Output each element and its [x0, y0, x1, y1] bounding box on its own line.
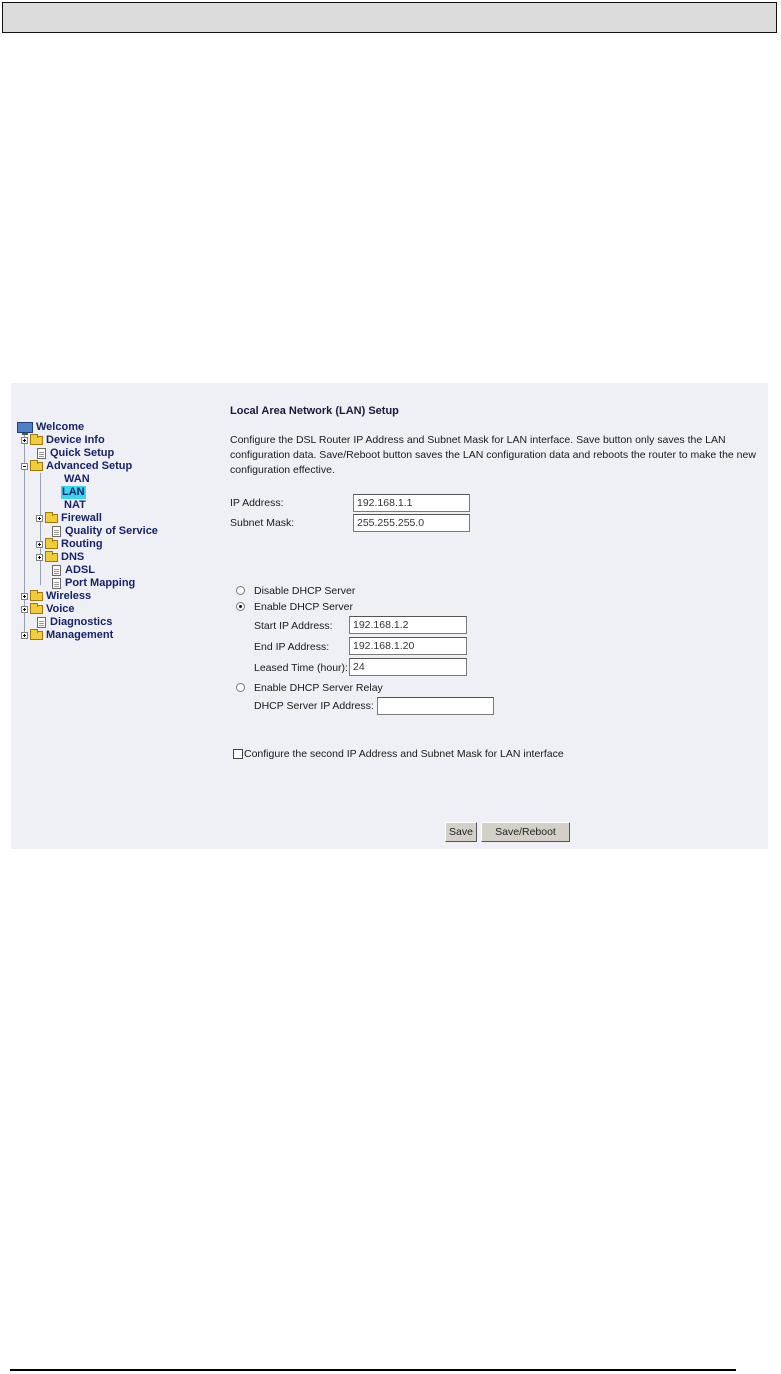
sidebar-item-label: Firewall [61, 512, 102, 524]
page-description: Configure the DSL Router IP Address and Subnet Mask for LAN interface. Save button only saves the LAN configuration data. Save/Reboot button saves the LAN configuration data and reboots the router to make the new configuration effective. [230, 434, 756, 476]
disable-dhcp-radio[interactable] [236, 586, 245, 595]
page-title: Local Area Network (LAN) Setup [230, 405, 399, 417]
sidebar-item-port-mapping[interactable] [52, 577, 136, 590]
sidebar-item-voice[interactable] [21, 603, 76, 616]
sidebar-item-label: Routing [61, 538, 103, 550]
collapse-minus-icon[interactable] [21, 463, 28, 470]
sidebar-item-label: Welcome [36, 421, 85, 433]
page-icon [52, 565, 61, 576]
expand-plus-icon[interactable] [36, 515, 43, 522]
sidebar-item-management[interactable] [21, 629, 114, 642]
sidebar-item-label: DNS [61, 551, 85, 563]
folder-icon [45, 514, 58, 523]
sidebar-item-diagnostics[interactable] [37, 616, 113, 629]
top-header-bar [2, 2, 777, 33]
dhcp-relay-label: Enable DHCP Server Relay [254, 682, 383, 694]
sidebar-tree [11, 383, 211, 849]
sidebar-item-wireless[interactable] [21, 590, 92, 603]
sidebar-item-label: Port Mapping [65, 577, 136, 589]
start-ip-input[interactable] [349, 616, 467, 634]
second-ip-label: Configure the second IP Address and Subnet Mask for LAN interface [244, 748, 564, 760]
router-config-screenshot [11, 383, 768, 849]
expand-plus-icon[interactable] [36, 554, 43, 561]
sidebar-item-label: NAT [64, 499, 86, 511]
folder-icon [30, 631, 43, 640]
open-folder-icon [30, 462, 43, 471]
sidebar-item-label: Advanced Setup [46, 460, 133, 472]
expand-plus-icon[interactable] [36, 541, 43, 548]
sidebar-item-routing[interactable] [36, 538, 104, 551]
sidebar-item-label: Quick Setup [50, 447, 115, 459]
sidebar-item-welcome[interactable] [17, 421, 85, 434]
sidebar-item-lan[interactable] [61, 486, 86, 499]
page-icon [37, 448, 46, 459]
sidebar-item-wan[interactable] [63, 473, 91, 486]
end-ip-input[interactable] [349, 637, 467, 655]
end-ip-label: End IP Address: [254, 641, 330, 653]
sidebar-item-label: Diagnostics [50, 616, 113, 628]
sidebar-item-label: Quality of Service [65, 525, 158, 537]
sidebar-item-label: WAN [64, 473, 90, 485]
sidebar-item-nat[interactable] [63, 499, 87, 512]
folder-icon [45, 553, 58, 562]
sidebar-item-label: Voice [46, 603, 75, 615]
sidebar-item-label: Wireless [46, 590, 92, 602]
sidebar-item-label: LAN [62, 486, 85, 498]
expand-plus-icon[interactable] [21, 593, 28, 600]
sidebar-item-device-info[interactable] [21, 434, 106, 447]
expand-plus-icon[interactable] [21, 606, 28, 613]
ip-address-input[interactable] [353, 494, 470, 512]
enable-dhcp-radio[interactable] [236, 602, 245, 611]
enable-dhcp-label: Enable DHCP Server [254, 601, 354, 613]
start-ip-label: Start IP Address: [254, 620, 333, 632]
sidebar-item-quick-setup[interactable] [37, 447, 115, 460]
sidebar-item-label: Management [46, 629, 114, 641]
save-button[interactable]: Save [445, 822, 477, 842]
folder-icon [30, 436, 43, 445]
expand-plus-icon[interactable] [21, 632, 28, 639]
page-icon [52, 526, 61, 537]
sidebar-item-quality-of-service[interactable] [52, 525, 159, 538]
sidebar-item-label: Device Info [46, 434, 105, 446]
sidebar-item-label: ADSL [65, 564, 95, 576]
disable-dhcp-label: Disable DHCP Server [254, 585, 356, 597]
ip-address-label: IP Address: [230, 497, 284, 509]
folder-icon [30, 592, 43, 601]
subnet-mask-input[interactable] [353, 514, 470, 532]
expand-plus-icon[interactable] [21, 437, 28, 444]
second-ip-checkbox[interactable] [233, 749, 243, 759]
dhcp-server-ip-input[interactable] [377, 697, 494, 715]
dhcp-server-ip-label: DHCP Server IP Address: [254, 700, 374, 712]
sidebar-item-dns[interactable] [36, 551, 85, 564]
save-reboot-button[interactable]: Save/Reboot [481, 822, 570, 842]
sidebar-item-firewall[interactable] [36, 512, 103, 525]
subnet-mask-label: Subnet Mask: [230, 517, 295, 529]
footer-rule [10, 1369, 736, 1371]
computer-icon [17, 422, 33, 433]
page-icon [37, 617, 46, 628]
page-icon [52, 578, 61, 589]
folder-icon [45, 540, 58, 549]
lease-time-label: Leased Time (hour): [254, 662, 348, 674]
tree-line [40, 473, 41, 585]
sidebar-item-advanced-setup[interactable] [21, 460, 133, 473]
folder-icon [30, 605, 43, 614]
sidebar-item-adsl[interactable] [52, 564, 96, 577]
lease-time-input[interactable] [349, 658, 467, 676]
dhcp-relay-radio[interactable] [236, 683, 245, 692]
